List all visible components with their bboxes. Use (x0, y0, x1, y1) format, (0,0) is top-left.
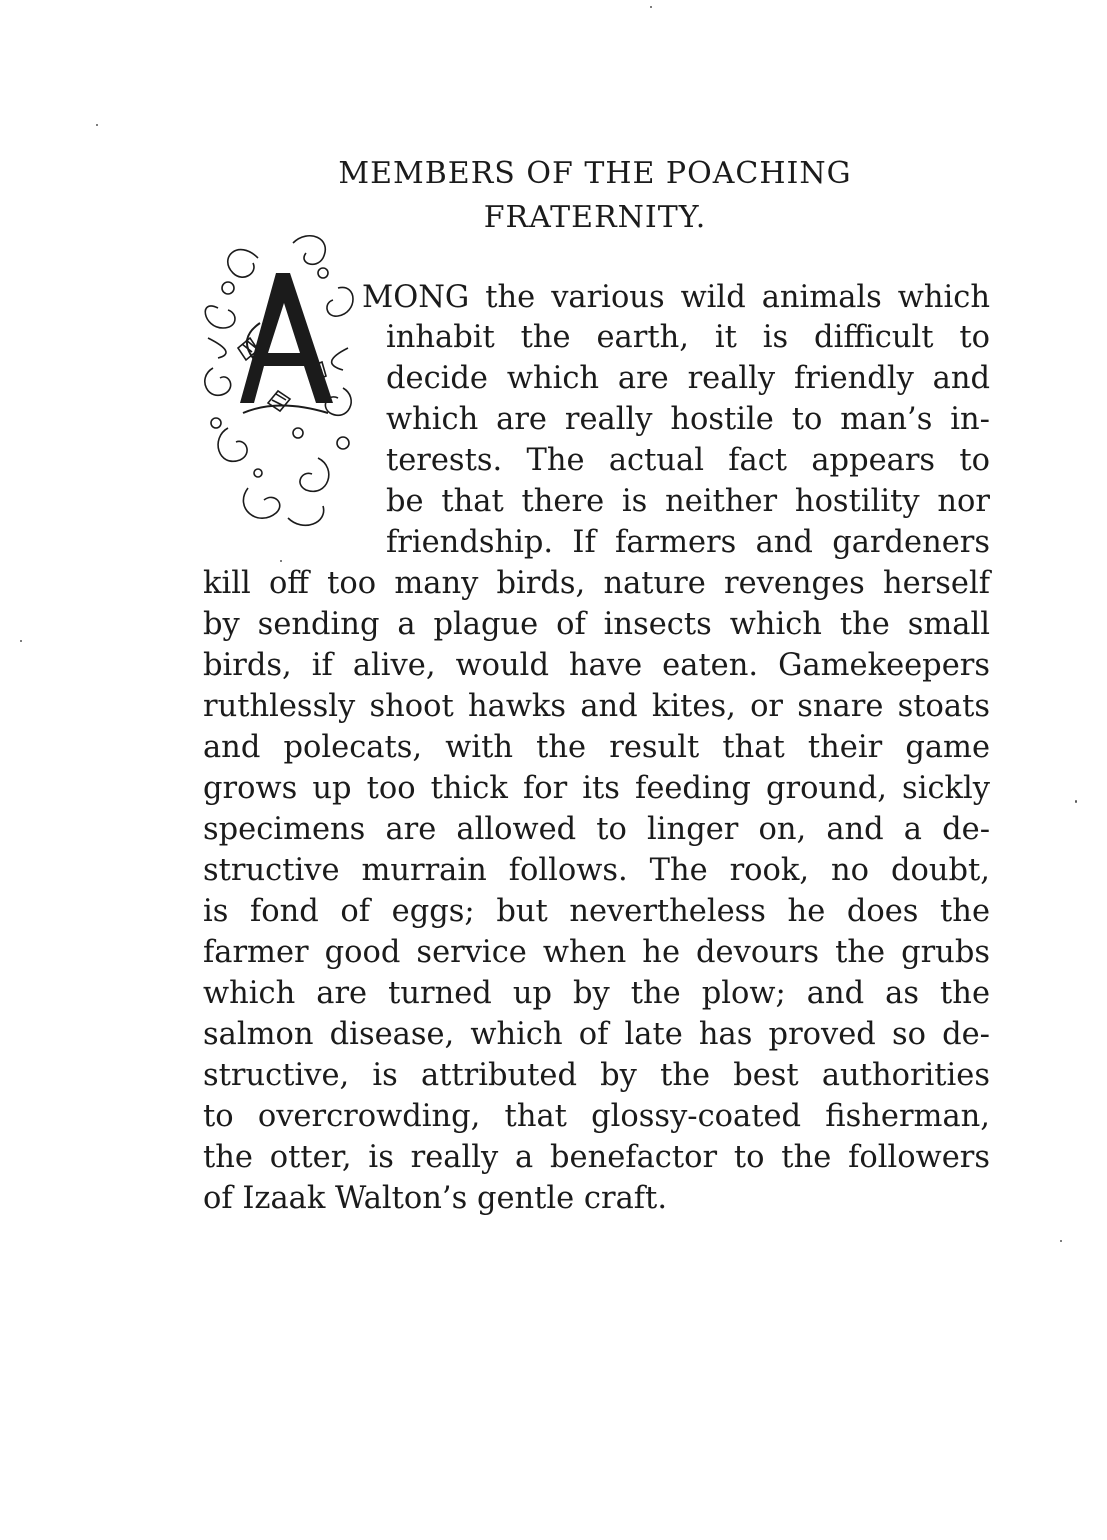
paragraph-line: friendship. If farmers and gardeners (386, 525, 990, 560)
paragraph-line: which are turned up by the plow; and as the (203, 976, 990, 1011)
paragraph-line: birds, if alive, would have eaten. Gamekeepers (203, 648, 990, 683)
scan-speck (650, 6, 652, 8)
scan-speck (96, 124, 98, 126)
paragraph-line: and polecats, with the result that their game (203, 730, 990, 765)
chapter-title-line-2: FRATERNITY. (483, 200, 707, 235)
paragraph-line: kill off too many birds, nature revenges herself (203, 566, 990, 601)
paragraph-line: is fond of eggs; but nevertheless he does the (203, 894, 990, 929)
paragraph-line: decide which are really friendly and (386, 361, 990, 396)
paragraph-line: specimens are allowed to linger on, and a de- (203, 812, 990, 847)
paragraph-line: MONG the various wild animals which (362, 280, 990, 315)
ornamental-dropcap-a (198, 228, 358, 538)
paragraph-line: the otter, is really a benefactor to the followers (203, 1140, 990, 1175)
paragraph-line: inhabit the earth, it is difficult to (386, 320, 990, 355)
paragraph-line: terests. The actual fact appears to (386, 443, 990, 478)
scan-speck (1075, 800, 1077, 803)
paragraph-line: farmer good service when he devours the grubs (203, 935, 990, 970)
paragraph-line: structive, is attributed by the best authorities (203, 1058, 990, 1093)
paragraph-line: grows up too thick for its feeding ground, sickly (203, 771, 990, 806)
paragraph-line: structive murrain follows. The rook, no doubt, (203, 853, 990, 888)
paragraph-line: by sending a plague of insects which the small (203, 607, 990, 642)
paragraph-line: salmon disease, which of late has proved so de- (203, 1017, 990, 1052)
scan-speck (280, 560, 282, 562)
paragraph-line: be that there is neither hostility nor (386, 484, 990, 519)
paragraph-line: ruthlessly shoot hawks and kites, or snare stoats (203, 689, 990, 724)
scan-speck (1060, 1240, 1062, 1242)
paragraph-line: of Izaak Walton’s gentle craft. (203, 1181, 668, 1216)
chapter-title-line-1: MEMBERS OF THE POACHING (338, 156, 852, 191)
scan-speck (20, 640, 22, 642)
paragraph-line: which are really hostile to man’s in- (386, 402, 990, 437)
paragraph-line: to overcrowding, that glossy-coated fisherman, (203, 1099, 990, 1134)
